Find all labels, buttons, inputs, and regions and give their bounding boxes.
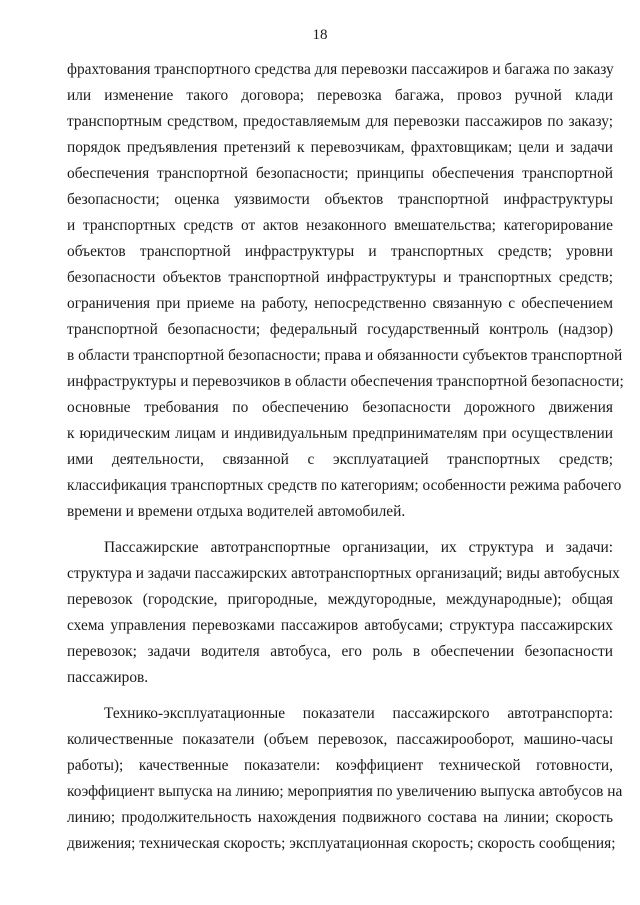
text-line: количественные показатели (объем перевозок, пассажирооборот, машино-часы [67, 731, 613, 748]
text-line: порядок предъявления претензий к перевозчикам, фрахтовщикам; цели и задачи [67, 139, 613, 156]
text-line: безопасности объектов транспортной инфраструктуры и транспортных средств; [67, 269, 613, 286]
text-line: безопасности; оценка уязвимости объектов транспортной инфраструктуры [67, 191, 613, 208]
text-line: классификация транспортных средств по категориям; особенности режима рабочего [67, 477, 622, 494]
text-line: или изменение такого договора; перевозка багажа, провоз ручной клади [67, 87, 613, 104]
page-number: 18 [312, 27, 328, 43]
text-line: и транспортных средств от актов незаконного вмешательства; категорирование [67, 217, 613, 234]
text-line: к юридическим лицам и индивидуальным предпринимателям при осуществлении [67, 425, 613, 442]
text-line: обеспечения транспортной безопасности; принципы обеспечения транспортной [67, 165, 613, 182]
paragraph-heading-line: Технико-эксплуатационные показатели пассажирского автотранспорта: [104, 705, 613, 722]
text-line: коэффициент выпуска на линию; мероприятия по увеличению выпуска автобусов на [67, 783, 623, 800]
text-line: структура и задачи пассажирских автотранспортных организаций; виды автобусных [67, 565, 620, 582]
text-line: времени и времени отдыха водителей автомобилей. [67, 503, 406, 520]
text-line: ограничения при приеме на работу, непосредственно связанную с обеспечением [67, 295, 613, 312]
paragraph-heading-line: Пассажирские автотранспортные организации, их структура и задачи: [104, 539, 613, 556]
text-line: объектов транспортной инфраструктуры и транспортных средств; уровни [67, 243, 613, 260]
text-line: ими деятельности, связанной с эксплуатацией транспортных средств; [67, 451, 613, 468]
text-line: в области транспортной безопасности; права и обязанности субъектов транспортной [67, 347, 623, 364]
text-line: перевозок (городские, пригородные, междугородные, международные); общая [67, 591, 613, 608]
text-line: перевозок; задачи водителя автобуса, его роль в обеспечении безопасности [67, 643, 613, 660]
text-line: линию; продолжительность нахождения подвижного состава на линии; скорость [67, 809, 613, 826]
text-line: движения; техническая скорость; эксплуатационная скорость; скорость сообщения; [67, 835, 616, 852]
text-line: схема управления перевозками пассажиров автобусами; структура пассажирских [67, 617, 613, 634]
text-line: работы); качественные показатели: коэффициент технической готовности, [67, 757, 613, 774]
text-line: фрахтования транспортного средства для перевозки пассажиров и багажа по заказу [67, 61, 614, 78]
text-line: инфраструктуры и перевозчиков в области обеспечения транспортной безопасности; [67, 373, 624, 390]
text-line: основные требования по обеспечению безопасности дорожного движения [67, 399, 613, 416]
text-line: транспортной безопасности; федеральный государственный контроль (надзор) [67, 321, 613, 338]
text-line: транспортным средством, предоставляемым для перевозки пассажиров по заказу; [67, 113, 613, 130]
text-line: пассажиров. [67, 669, 149, 686]
